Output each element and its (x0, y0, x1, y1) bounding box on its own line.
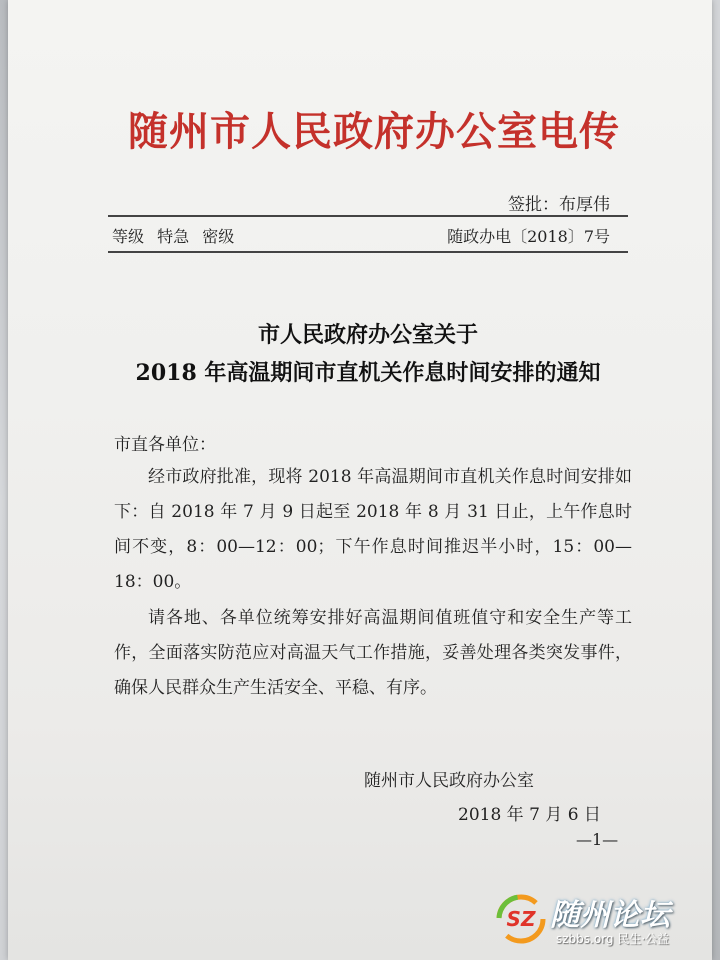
approval-signature: 签批：布厚伟 (508, 195, 610, 215)
forum-watermark (496, 890, 710, 952)
document-number: 随政办电〔2018〕7号 (447, 227, 610, 246)
level-value: 特急 (157, 227, 190, 246)
signing-organization: 随州市人民政府办公室 (364, 771, 534, 791)
signing-date: 2018 年 7 月 6 日 (458, 805, 601, 825)
document-title-line2: 2018 年高温期间市直机关作息时间安排的通知 (135, 360, 601, 386)
document-title-line1: 市人民政府办公室关于 (257, 322, 478, 348)
salutation: 市直各单位： (114, 435, 216, 455)
secret-label: 密级 (202, 227, 235, 246)
header-rule-top (108, 215, 628, 217)
forum-name: 随州论坛 (550, 898, 670, 933)
body-paragraph-1: 经市政府批准，现将 2018 年高温期间市直机关作息时间安排如下：自 2018 年 7 月 9 日起至 2018 年 8 月 31 日止，上午作息时间不变，8：00—12：00；下午作息时间推迟半小时，15：00—18：00。 (114, 467, 632, 592)
body-paragraph-2: 请各地、各单位统筹安排好高温期间值班值守和安全生产等工作，全面落实防范应对高温天气工作措施，妥善处理各类突发事件，确保人民群众生产生活安全、平稳、有序。 (114, 608, 632, 698)
svg-text:SZ: SZ (506, 907, 536, 931)
level-label: 等级 (112, 227, 145, 246)
forum-url: szbbs.org 民生·公益 (556, 932, 670, 946)
page-number: —1— (576, 830, 619, 849)
document-red-header: 随州市人民政府办公室电传 (128, 108, 620, 155)
document-paper (8, 0, 712, 960)
forum-logo-icon (496, 894, 546, 944)
classification-row (112, 224, 242, 247)
header-rule-bottom (108, 251, 628, 253)
